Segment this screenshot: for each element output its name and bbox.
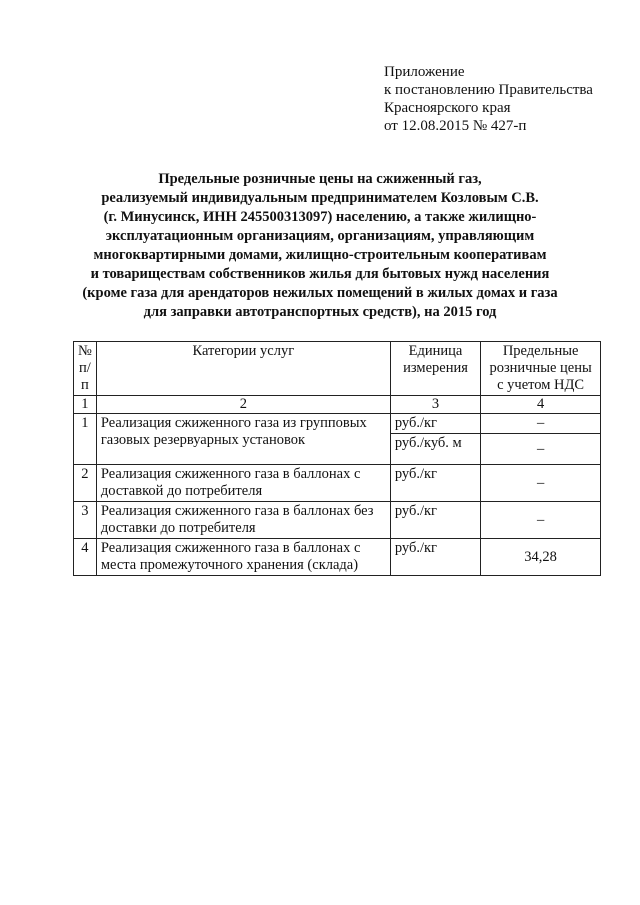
title-line-5: многоквартирными домами, жилищно-строительным кооперативам xyxy=(93,247,547,263)
column-number-row xyxy=(74,396,601,414)
header-category: Категории услуг xyxy=(96,342,390,396)
col-number-3: 3 xyxy=(390,396,480,414)
appendix-line-2: к постановлению Правительства xyxy=(384,82,593,98)
row-unit: руб./кг xyxy=(390,502,480,539)
header-num: № п/п xyxy=(74,342,97,396)
row-price: – xyxy=(481,434,601,465)
row-category: Реализация сжиженного газа в баллонах без доставки до потребителя xyxy=(96,502,390,539)
header-price xyxy=(481,342,601,396)
row-num: 1 xyxy=(74,414,97,465)
row-price: – xyxy=(481,502,601,539)
row-price: 34,28 xyxy=(481,539,601,576)
appendix-line-3: Красноярского края xyxy=(384,100,511,116)
title-line-2: реализуемый индивидуальным предпринимателем Козловым С.В. xyxy=(101,190,539,206)
table-header-row xyxy=(74,342,601,396)
appendix-line-1: Приложение xyxy=(384,64,465,80)
appendix-block xyxy=(384,63,593,135)
title-line-8: для заправки автотранспортных средств), на 2015 год xyxy=(143,304,497,320)
table-row xyxy=(74,539,601,576)
title-line-7: (кроме газа для арендаторов нежилых помещений в жилых домах и газа xyxy=(82,285,558,301)
title-line-3: (г. Минусинск, ИНН 245500313097) населению, а также жилищно- xyxy=(103,209,537,225)
row-unit: руб./куб. м xyxy=(390,434,480,465)
title-line-4: эксплуатационным организациям, организациям, управляющим xyxy=(105,228,535,244)
row-unit: руб./кг xyxy=(390,465,480,502)
title-line-6: и товариществам собственников жилья для бытовых нужд населения xyxy=(90,266,550,282)
row-category: Реализация сжиженного газа в баллонах с доставкой до потребителя xyxy=(96,465,390,502)
title-line-1: Предельные розничные цены на сжиженный газ, xyxy=(158,171,482,187)
row-price: – xyxy=(481,465,601,502)
row-category: Реализация сжиженного газа в баллонах с места промежуточного хранения (склада) xyxy=(96,539,390,576)
document-title xyxy=(60,170,580,322)
header-unit: Единица измерения xyxy=(390,342,480,396)
header-price-text: Предельные розничные цены с учетом НДС xyxy=(489,343,592,393)
table-row xyxy=(74,502,601,539)
row-unit: руб./кг xyxy=(390,539,480,576)
price-table xyxy=(73,341,601,576)
col-number-2: 2 xyxy=(96,396,390,414)
row-num: 2 xyxy=(74,465,97,502)
row-num: 4 xyxy=(74,539,97,576)
row-category: Реализация сжиженного газа из групповых газовых резервуарных установок xyxy=(96,414,390,465)
row-unit: руб./кг xyxy=(390,414,480,434)
row-price: – xyxy=(481,414,601,434)
table-row xyxy=(74,414,601,434)
col-number-4: 4 xyxy=(481,396,601,414)
row-num: 3 xyxy=(74,502,97,539)
table-row xyxy=(74,465,601,502)
col-number-1: 1 xyxy=(74,396,97,414)
appendix-line-4: от 12.08.2015 № 427-п xyxy=(384,118,527,134)
